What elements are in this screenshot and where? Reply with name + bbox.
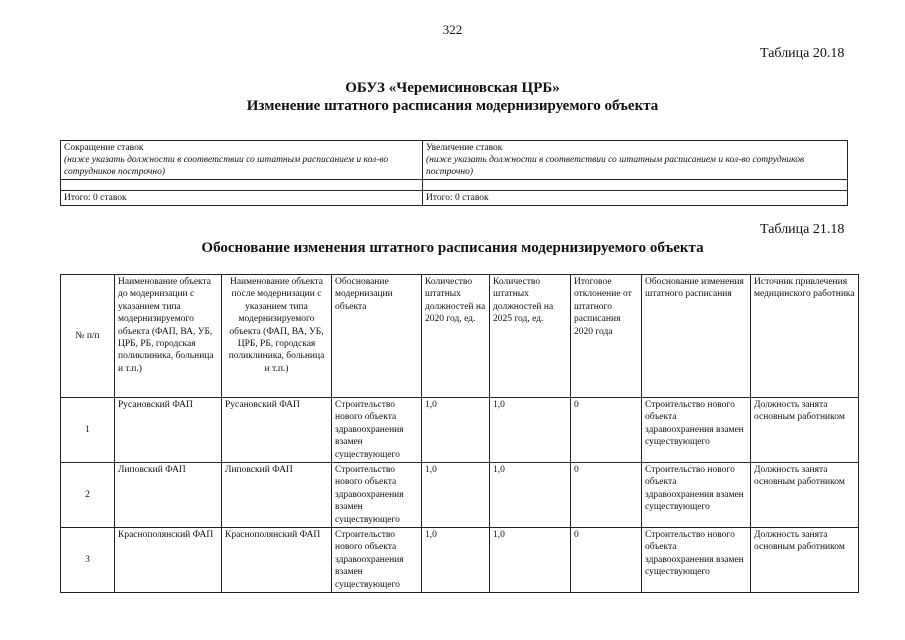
header-change-reason: Обоснование изменения штатного расписания xyxy=(642,275,751,398)
header-after: Наименование объекта после модернизации с указанием типа модернизируемого объекта (ФАП, ВА, УБ, ЦРБ, РБ, городская поликлиника, больница и т.п.) xyxy=(222,275,332,398)
row-staff-2020: 1,0 xyxy=(422,398,490,463)
row-deviation: 0 xyxy=(571,463,642,528)
table-row xyxy=(61,463,859,528)
header-staff-2025: Количество штатных должностей на 2025 год, ед. xyxy=(490,275,571,398)
row-staff-2025: 1,0 xyxy=(490,463,571,528)
increase-header-cell xyxy=(423,141,848,180)
reduction-note: (ниже указать должности в соответствии со штатным расписанием и кол-во сотрудников построчно) xyxy=(64,155,389,177)
reduction-total: Итого: 0 ставок xyxy=(61,191,423,206)
row-reason: Строительство нового объекта здравоохранения взамен существующего xyxy=(332,463,422,528)
header-deviation: Итоговое отклонение от штатного расписания 2020 года xyxy=(571,275,642,398)
justification-table xyxy=(60,274,859,593)
row-after: Липовский ФАП xyxy=(222,463,332,528)
row-reason: Строительство нового объекта здравоохранения взамен существующего xyxy=(332,398,422,463)
table-row xyxy=(61,180,848,191)
row-reason: Строительство нового объекта здравоохранения взамен существующего xyxy=(332,528,422,593)
row-deviation: 0 xyxy=(571,398,642,463)
row-change-reason: Строительство нового объекта здравоохранения взамен существующего xyxy=(642,398,751,463)
row-staff-2020: 1,0 xyxy=(422,463,490,528)
row-deviation: 0 xyxy=(571,528,642,593)
increase-heading: Увеличение ставок xyxy=(426,143,503,153)
table-20-title: Изменение штатного расписания модернизируемого объекта xyxy=(246,98,659,114)
reduction-heading: Сокращение ставок xyxy=(64,143,144,153)
table-row xyxy=(61,141,848,180)
header-reason: Обоснование модернизации объекта xyxy=(332,275,422,398)
row-before: Краснополянский ФАП xyxy=(115,528,222,593)
empty-cell xyxy=(61,180,423,191)
table-21-label: Таблица 21.18 xyxy=(760,222,845,237)
header-staff-2020: Количество штатных должностей на 2020 год, ед. xyxy=(422,275,490,398)
header-source: Источник привлечения медицинского работника xyxy=(751,275,859,398)
row-before: Липовский ФАП xyxy=(115,463,222,528)
table-row xyxy=(61,191,848,206)
row-staff-2025: 1,0 xyxy=(490,398,571,463)
row-source: Должность занята основным работником xyxy=(751,398,859,463)
row-change-reason: Строительство нового объекта здравоохранения взамен существующего xyxy=(642,463,751,528)
org-title: ОБУЗ «Черемисиновская ЦРБ» xyxy=(345,80,560,96)
row-staff-2025: 1,0 xyxy=(490,528,571,593)
header-num: № п/п xyxy=(61,275,115,398)
table-21-title: Обоснование изменения штатного расписания модернизируемого объекта xyxy=(201,240,704,256)
header-row xyxy=(61,275,859,398)
row-source: Должность занята основным работником xyxy=(751,528,859,593)
table-row xyxy=(61,528,859,593)
empty-cell xyxy=(423,180,848,191)
row-staff-2020: 1,0 xyxy=(422,528,490,593)
reduction-header-cell xyxy=(61,141,423,180)
row-source: Должность занята основным работником xyxy=(751,463,859,528)
row-change-reason: Строительство нового объекта здравоохранения взамен существующего xyxy=(642,528,751,593)
row-after: Русановский ФАП xyxy=(222,398,332,463)
row-after: Краснополянский ФАП xyxy=(222,528,332,593)
table-20-label: Таблица 20.18 xyxy=(760,46,845,61)
increase-total: Итого: 0 ставок xyxy=(423,191,848,206)
header-before: Наименование объекта до модернизации с указанием типа модернизируемого объекта (ФАП, ВА, УБ, ЦРБ, РБ, городская поликлиника, больница и т.п.) xyxy=(115,275,222,398)
table-row xyxy=(61,398,859,463)
row-num: 2 xyxy=(61,463,115,528)
staff-change-table xyxy=(60,140,848,206)
increase-note: (ниже указать должности в соответствии со штатным расписанием и кол-во сотрудников построчно) xyxy=(426,155,805,177)
page-number: 322 xyxy=(442,22,463,37)
row-num: 3 xyxy=(61,528,115,593)
row-num: 1 xyxy=(61,398,115,463)
row-before: Русановский ФАП xyxy=(115,398,222,463)
